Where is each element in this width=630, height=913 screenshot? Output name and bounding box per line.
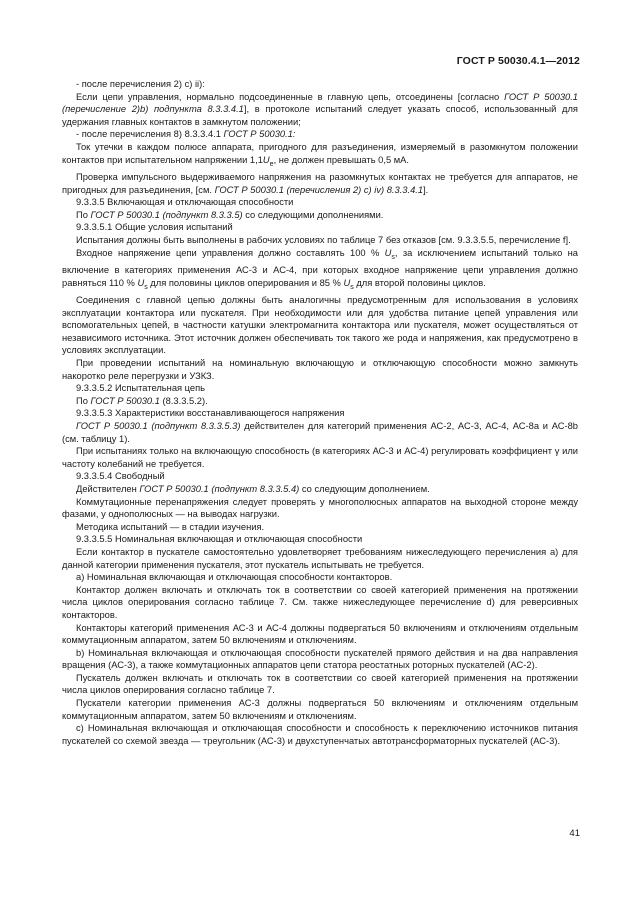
text-run: ГОСТ Р 50030.1 (перечисления 2) c) iv) 8.3.3.4.1 xyxy=(214,184,424,195)
text-run: Пускатель должен включать и отключать ток в соответствии со своей категорией применения на протяжении числа циклов оперирования согласно таблице 7. xyxy=(62,672,578,696)
text-run: U xyxy=(343,277,351,288)
text-run: ГОСТ Р 50030.1: xyxy=(223,129,296,140)
text-run: b) Номинальная включающая и отключающая способности пускателей прямого действия и на два направления вращения (АС-3), а также коммутационных аппаратов цепи статора реостатных роторных пускателей (АС-2). xyxy=(62,647,578,671)
text-run: Если цепи управления, нормально подсоединенные в главную цепь, отсоединены [согласно xyxy=(76,91,505,102)
text-run: - после перечисления 8) 8.3.3.4.1 xyxy=(76,129,224,140)
text-run: (8.3.3.5.2). xyxy=(159,395,208,406)
text-run: Коммутационные перенапряжения следует проверять у многополюсных аппаратов на выходной стороне между фазами, у однополюсных — на выводах нагрузки. xyxy=(62,496,578,520)
text-run: Входное напряжение цепи управления должно составлять 100 % xyxy=(76,247,385,258)
text-run: Методика испытаний — в стадии изучения. xyxy=(76,521,265,532)
text-run: 9.3.3.5 Включающая и отключающая способности xyxy=(76,197,294,208)
text-run: U xyxy=(384,247,392,258)
paragraph xyxy=(62,420,578,445)
paragraph xyxy=(62,407,578,420)
text-run: Соединения с главной цепью должны быть аналогичны предусмотренным для использования в условиях эксплуатации контактора или пускателя. При необходимости или для удобства питание цепей управления или вспомогательных цепей, в частности катушки электромагнита контактора или пускателя, может осуществляться от независимого источника. Этот источник должен обеспечивать ток такого же рода и напряжения, как предусмотрено в условиях эксплуатации. xyxy=(62,295,578,356)
document-body xyxy=(62,78,578,747)
text-run: , за исключением испытаний только на включение в категориях применения АС-3 и АС-4, при которых входное напряжение цепи управления должно равняться 110 % xyxy=(62,247,578,288)
paragraph xyxy=(62,496,578,521)
paragraph xyxy=(62,445,578,470)
text-run: По xyxy=(76,395,91,406)
text-run: ГОСТ Р 50030.1 (подпункт 8.3.3.5) xyxy=(90,209,243,220)
text-run: для половины циклов оперирования и 85 % xyxy=(147,277,344,288)
paragraph xyxy=(62,78,578,91)
text-run: действителен для категорий применения АС-2, АС-3, АС-4, АС-8а и АС-8b (см. таблицу 1). xyxy=(62,421,578,444)
text-run: ГОСТ Р 50030.1 (перечисление 2)b) подпункта 8.3.3.4.1 xyxy=(62,91,579,115)
paragraph xyxy=(62,697,578,722)
text-run: U xyxy=(137,277,145,288)
paragraph xyxy=(62,209,578,222)
text-run: U xyxy=(262,154,270,165)
text-run: Если контактор в пускателе самостоятельно удовлетворяет требованиям нижеследующего перечисления а) для данной категории применения пускателя, этот пускатель испытывать не требуется. xyxy=(62,546,578,570)
paragraph xyxy=(62,584,578,622)
paragraph xyxy=(62,128,578,141)
text-run: - после перечисления 2) c) ii): xyxy=(76,79,205,89)
text-run: ГОСТ Р 50030.1 xyxy=(90,395,160,406)
paragraph xyxy=(62,546,578,571)
text-run: ГОСТ Р 50030.1 (подпункт 8.3.3.5.4) xyxy=(139,483,300,494)
paragraph xyxy=(62,521,578,534)
paragraph xyxy=(62,196,578,209)
paragraph xyxy=(62,221,578,234)
paragraph xyxy=(62,571,578,584)
text-run: ], в протоколе испытаний следует указать способ, использованный для удержания главных контактов в замкнутом положении; xyxy=(62,104,578,127)
text-run: Контактор должен включать и отключать ток в соответствии со своей категорией применения на протяжении числа циклов оперирования согласно таблице 7. См. также нижеследующее перечисление d) для реверсивных контакторов. xyxy=(62,584,578,620)
text-run: 9.3.3.5.1 Общие условия испытаний xyxy=(76,222,233,233)
paragraph xyxy=(62,483,578,496)
document-header: ГОСТ Р 50030.4.1—2012 xyxy=(456,55,580,67)
text-run: 9.3.3.5.4 Свободный xyxy=(76,471,165,482)
text-run: 9.3.3.5.2 Испытательная цепь xyxy=(76,383,206,394)
text-run: 9.3.3.5.5 Номинальная включающая и отключающая способности xyxy=(76,534,363,545)
paragraph xyxy=(62,171,578,196)
text-run: 9.3.3.5.3 Характеристики восстанавливающегося напряжения xyxy=(76,408,345,419)
text-run: ]. xyxy=(423,184,429,195)
paragraph xyxy=(62,622,578,647)
page-number: 41 xyxy=(569,828,580,839)
text-run: s xyxy=(391,253,395,261)
paragraph xyxy=(62,247,578,295)
text-run: ГОСТ Р 50030.1 (подпункт 8.3.3.5.3) xyxy=(76,421,241,432)
text-run: с) Номинальная включающая и отключающая способности и способность к переключению источников питания пускателей со схемой звезда — треугольник (АС-3) и двухступенчатых автотрансформаторных пускателей (АС-3). xyxy=(62,723,578,746)
text-run: s xyxy=(350,283,354,291)
paragraph xyxy=(62,91,578,129)
text-run: Контакторы категорий применения АС-3 и АС-4 должны подвергаться 50 включениям и отключениям отдельным коммутационным аппаратом, затем 50 включениям и отключениям. xyxy=(62,622,578,646)
text-run: со следующим дополнением. xyxy=(299,483,430,494)
text-run: со следующими дополнениями. xyxy=(242,209,384,220)
text-run: При испытаниях только на включающую способность (в категориях АС-3 и АС-4) регулировать коэффициент γ или частоту колебаний не требуется. xyxy=(62,446,578,469)
paragraph xyxy=(62,395,578,408)
paragraph xyxy=(62,382,578,395)
paragraph xyxy=(62,234,578,247)
text-run: Проверка импульсного выдерживаемого напряжения на разомкнутых контактах не требуется для аппаратов, не пригодных для разъединения, [см. xyxy=(62,172,578,195)
paragraph xyxy=(62,672,578,697)
paragraph xyxy=(62,647,578,672)
text-run: Ток утечки в каждом полюсе аппарата, пригодного для разъединения, измеряемый в разомкнутом положении контактов при испытательном напряжении 1,1 xyxy=(62,141,578,165)
text-run: Действителен xyxy=(76,483,140,494)
text-run: При проведении испытаний на номинальную включающую и отключающую способности можно замкнуть накоротко реле перегрузки и УЗКЗ. xyxy=(62,358,578,381)
text-run: s xyxy=(144,283,148,291)
paragraph xyxy=(62,470,578,483)
text-run: , не должен превышать 0,5 мА. xyxy=(273,154,410,165)
paragraph xyxy=(62,533,578,546)
text-run: Испытания должны быть выполнены в рабочих условиях по таблице 7 без отказов [см. 9.3.3.5.5, перечисление f]. xyxy=(76,234,571,245)
text-run: для второй половины циклов. xyxy=(353,277,486,288)
paragraph xyxy=(62,294,578,357)
text-run: e xyxy=(269,160,274,168)
paragraph xyxy=(62,141,578,171)
text-run: а) Номинальная включающая и отключающая способности контакторов. xyxy=(76,572,393,583)
paragraph xyxy=(62,722,578,747)
text-run: Пускатели категории применения АС-3 должны подвергаться 50 включениям и отключениям отдельным коммутационным аппаратом, затем 50 включениям и отключениям. xyxy=(62,698,578,721)
paragraph xyxy=(62,357,578,382)
text-run: По xyxy=(76,209,91,220)
